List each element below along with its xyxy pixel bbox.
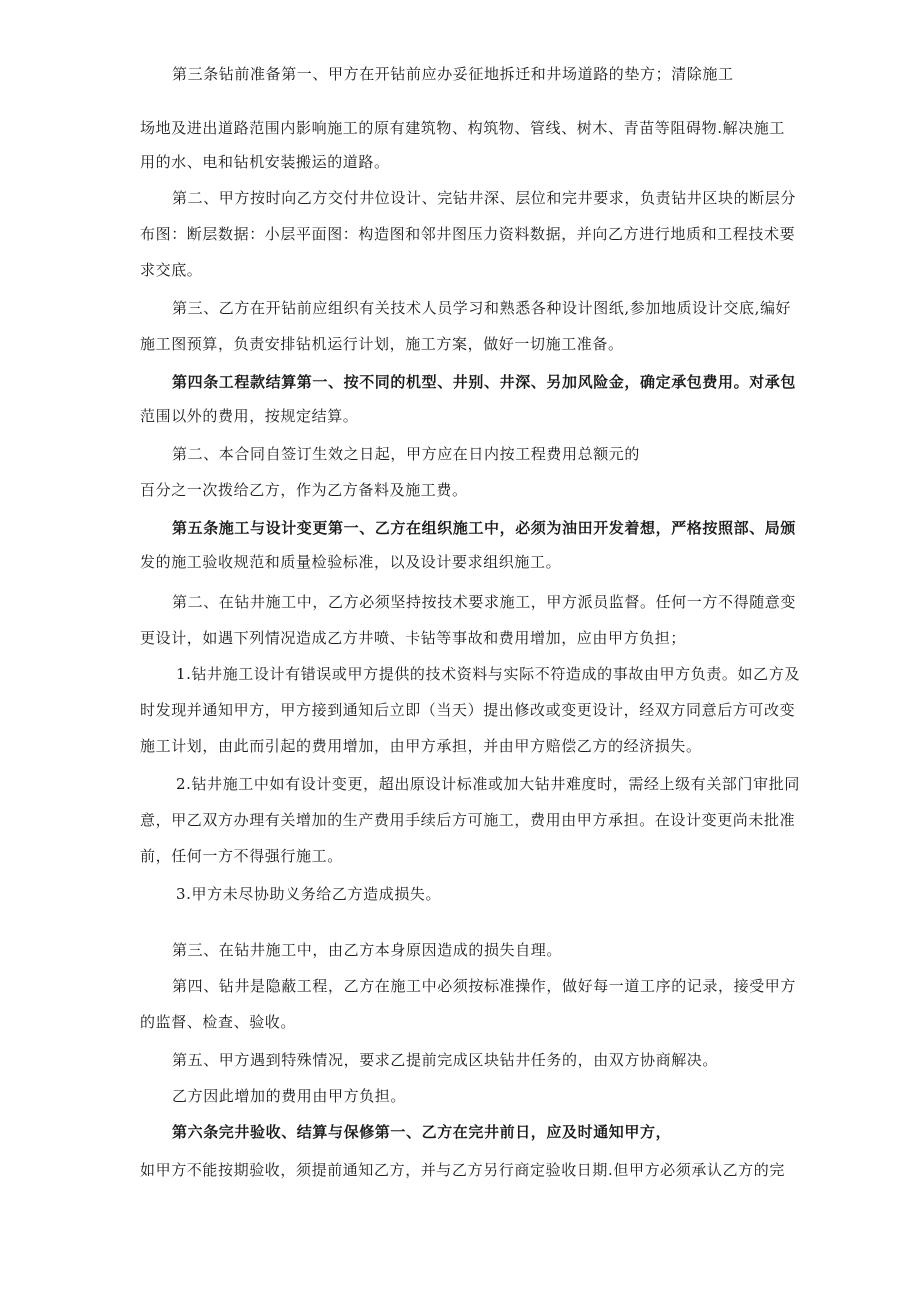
section-heading-line: 第四条工程款结算第一、按不同的机型、井别、井深、另加风险金，确定承包费用。对承包: [172, 373, 797, 391]
text-line: 场地及进出道路范围内影响施工的原有建筑物、构筑物、管线、树木、青苗等阻碍物.解决施工: [140, 119, 785, 137]
text-line: 施工计划，由此而引起的费用增加，由甲方承担，并由甲方赔偿乙方的经济损失。: [140, 737, 702, 755]
text-line: 布图：断层数据：小层平面图：构造图和邻井图压力资料数据，并向乙方进行地质和工程技术要: [140, 225, 796, 243]
numbered-item-line: 2.钻井施工中如有设计变更，超出原设计标准或加大钻井难度时，需经上级有关部门审批同: [176, 775, 800, 793]
text-line: 的监督、检查、验收。: [140, 1013, 297, 1031]
text-line: 第二、甲方按时向乙方交付井位设计、完钻井深、层位和完井要求，负责钻井区块的断层分: [172, 189, 797, 207]
section-heading-line: 第六条完井验收、结算与保修第一、乙方在完井前日，应及时通知甲方，: [172, 1123, 672, 1141]
text-line: 更设计，如遇下列情况造成乙方井喷、卡钻等事故和费用增加，应由甲方负担；: [140, 629, 687, 647]
text-line: 第二、在钻井施工中，乙方必须坚持按技术要求施工，甲方派员监督。任何一方不得随意变: [172, 593, 797, 611]
text-line: 如甲方不能按期验收，须提前通知乙方，并与乙方另行商定验收日期.但甲方必须承认乙方的完: [140, 1161, 785, 1179]
text-line: 乙方因此增加的费用由甲方负担。: [172, 1087, 407, 1105]
text-line: 求交底。: [140, 261, 203, 279]
text-line: 百分之一次拨给乙方，作为乙方备料及施工费。: [140, 481, 468, 499]
text-line: 意，甲乙双方办理有关增加的生产费用手续后方可施工，费用由甲方承担。在设计变更尚未批准: [140, 811, 796, 829]
text-line: 第四、钻井是隐蔽工程，乙方在施工中必须按标准操作，做好每一道工序的记录，接受甲方: [172, 977, 797, 995]
text-line: 第二、本合同自签订生效之日起，甲方应在日内按工程费用总额元的: [172, 445, 641, 463]
section-heading-line: 第五条施工与设计变更第一、乙方在组织施工中，必须为油田开发着想，严格按照部、局颁: [172, 519, 797, 537]
text-line: 前，任何一方不得强行施工。: [140, 847, 343, 865]
text-line: 第三、在钻井施工中，由乙方本身原因造成的损失自理。: [172, 941, 563, 959]
text-line: 施工图预算，负责安排钻机运行计划，施工方案，做好一切施工准备。: [140, 335, 624, 353]
text-line: 第三、乙方在开钻前应组织有关技术人员学习和熟悉各种设计图纸,参加地质设计交底,编好: [172, 299, 792, 317]
text-line: 第五、甲方遇到特殊情况，要求乙提前完成区块钻井任务的，由双方协商解决。: [172, 1051, 719, 1069]
text-line: 发的施工验收规范和质量检验标准，以及设计要求组织施工。: [140, 553, 562, 571]
numbered-item-line: 1.钻井施工设计有错误或甲方提供的技术资料与实际不符造成的事故由甲方负责。如乙方及: [176, 665, 800, 683]
numbered-item-line: 3.甲方未尽协助义务给乙方造成损失。: [176, 885, 442, 903]
text-line: 用的水、电和钻机安装搬运的道路。: [140, 153, 390, 171]
text-line: 第三条钻前准备第一、甲方在开钻前应办妥征地拆迁和井场道路的垫方；清除施工: [172, 65, 734, 83]
text-line: 范围以外的费用，按规定结算。: [140, 407, 359, 425]
text-line: 时发现并通知甲方，甲方接到通知后立即（当天）提出修改或变更设计，经双方同意后方可改变: [140, 701, 796, 719]
